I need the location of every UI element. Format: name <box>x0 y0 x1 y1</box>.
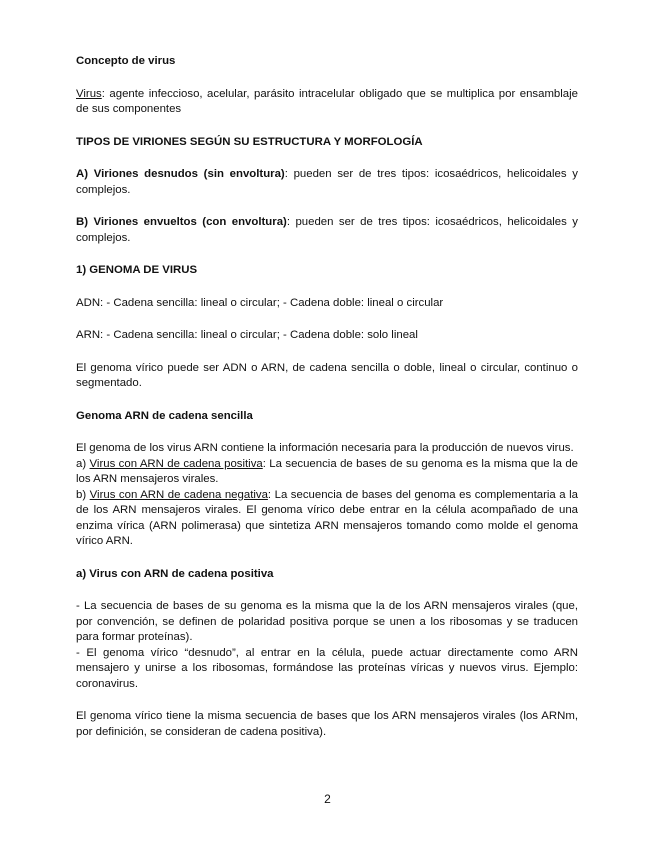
heading-genoma-virus: 1) GENOMA DE VIRUS <box>76 264 198 276</box>
paragraph-arn: ARN: - Cadena sencilla: lineal o circular; - Cadena doble: solo lineal <box>76 329 418 341</box>
virus-definition-text: : agente infeccioso, acelular, parásito intracelular obligado que se multiplica por ensamblaje de sus componentes <box>76 87 578 115</box>
term-arn-positiva: Virus con ARN de cadena positiva <box>89 457 263 470</box>
text-viriones-envueltos: : pueden ser de tres tipos: icosaédricos, helicoidales y complejos. <box>76 216 578 244</box>
paragraph-viriones-desnudos <box>76 167 578 198</box>
paragraph-viriones-envueltos <box>76 215 578 246</box>
label-viriones-envueltos: B) Viriones envueltos (con envoltura) <box>76 216 287 228</box>
paragraph-arn-negativa <box>76 488 578 550</box>
paragraph-virus-definition <box>76 87 578 118</box>
paragraph-positiva-item2: - El genoma vírico “desnudo”, al entrar en la célula, puede actuar directamente como ARN mensajero y unirse a los ribosomas, formándose las proteínas víricas y nuevos virus. Ejemplo: coronavirus. <box>76 646 578 690</box>
label-viriones-desnudos: A) Viriones desnudos (sin envoltura) <box>76 168 285 180</box>
term-arn-negativa: Virus con ARN de cadena negativa <box>89 488 268 501</box>
text-arn-negativa: : La secuencia de bases del genoma es complementaria a la de los ARN mensajeros virales. El genoma vírico debe entrar en la célula acompañado de una enzima vírica (ARN polimerasa) que sintetiza ARN mensajeros tomando como molde el genoma vírico ARN. <box>76 488 578 547</box>
prefix-b: b) <box>76 488 90 501</box>
heading-concepto: Concepto de virus <box>76 55 176 67</box>
paragraph-positiva-item1: - La secuencia de bases de su genoma es la misma que la de los ARN mensajeros virales (que, por convención, se definen de polaridad positiva porque se unen a los ribosomas y se traducen para formar proteínas). <box>76 600 578 643</box>
text-viriones-desnudos: : pueden ser de tres tipos: icosaédricos, helicoidales y complejos. <box>76 168 578 196</box>
paragraph-arn-positiva <box>76 457 578 488</box>
prefix-a: a) <box>76 457 90 470</box>
heading-tipos-viriones: TIPOS DE VIRIONES SEGÚN SU ESTRUCTURA Y MORFOLOGÍA <box>76 135 423 148</box>
paragraph-adn: ADN: - Cadena sencilla: lineal o circular; - Cadena doble: lineal o circular <box>76 296 444 309</box>
text-arn-positiva: : La secuencia de bases de su genoma es la misma que la de los ARN mensajeros virales. <box>76 457 578 485</box>
heading-arn-cadena-sencilla: Genoma ARN de cadena sencilla <box>76 409 253 422</box>
paragraph-genoma-summary: El genoma vírico puede ser ADN o ARN, de cadena sencilla o doble, lineal o circular, continuo o segmentado. <box>76 361 578 389</box>
document-page <box>76 54 578 740</box>
page-number: 2 <box>324 792 331 806</box>
heading-virus-arn-positiva: a) Virus con ARN de cadena positiva <box>76 567 274 580</box>
paragraph-positiva-closing: El genoma vírico tiene la misma secuencia de bases que los ARN mensajeros virales (los ARNm, por definición, se consideran de cadena positiva). <box>76 710 578 738</box>
term-virus: Virus <box>76 87 102 100</box>
paragraph-arn-intro: El genoma de los virus ARN contiene la información necesaria para la producción de nuevos virus. <box>76 442 574 454</box>
